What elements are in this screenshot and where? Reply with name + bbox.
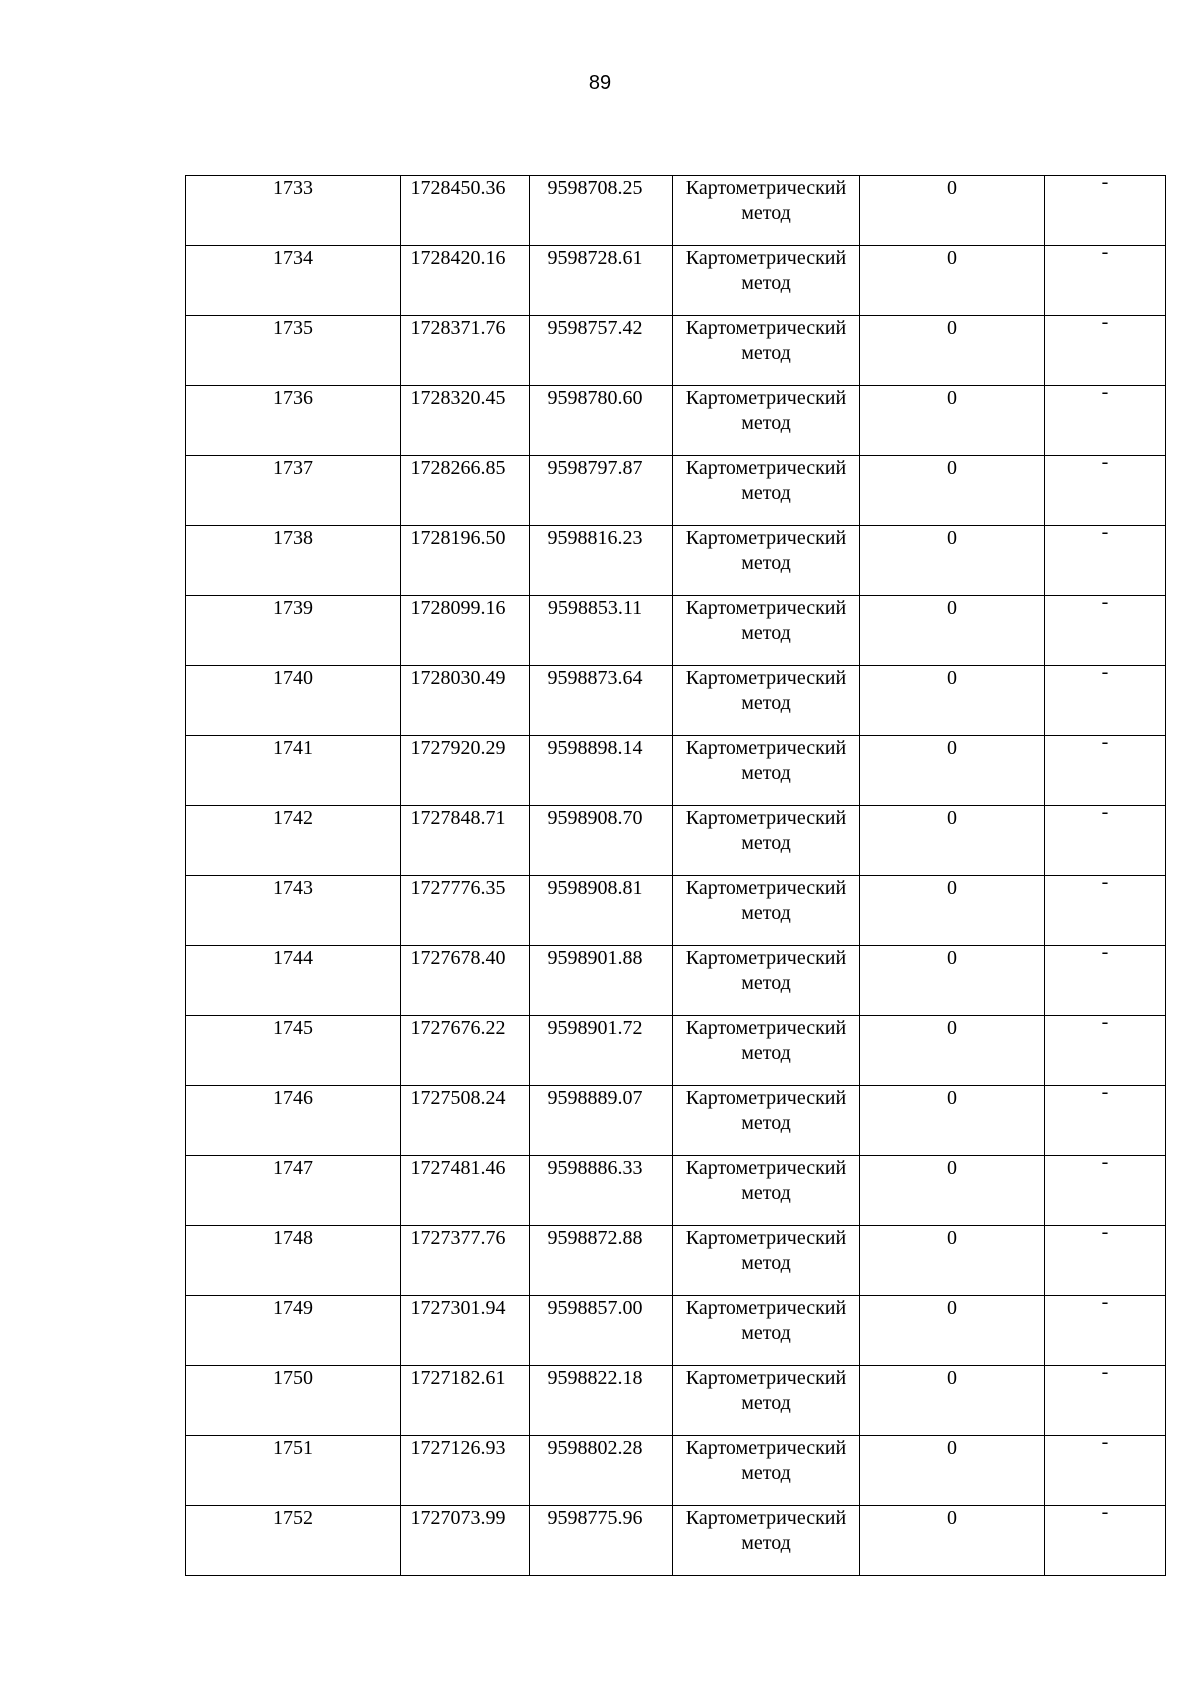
- x-coordinate-cell: [401, 176, 530, 246]
- x-text: 1727920.29: [410, 737, 506, 759]
- x-coordinate-cell: [401, 1156, 530, 1226]
- x-text: 1727848.71: [410, 807, 506, 829]
- y-text: 9598780.60: [547, 387, 643, 409]
- page-number: 89: [588, 72, 612, 94]
- d-text: -: [1101, 871, 1109, 893]
- table-row: [186, 596, 1166, 666]
- y-text: 9598908.70: [547, 807, 643, 829]
- accuracy-cell: [860, 1086, 1045, 1156]
- x-coordinate-cell: [401, 526, 530, 596]
- y-coordinate-cell: [530, 946, 673, 1016]
- method-line2-text: метод: [741, 202, 791, 224]
- method-line1-text: Картометрический: [685, 667, 847, 689]
- method-line2-text: метод: [741, 692, 791, 714]
- h-text: 0: [947, 737, 957, 759]
- description-cell: [1045, 941, 1166, 1016]
- table-row: [186, 1016, 1166, 1086]
- accuracy-cell: [860, 946, 1045, 1016]
- id-text: 1742: [273, 807, 313, 829]
- h-text: 0: [947, 457, 957, 479]
- method-line2-text: метод: [741, 972, 791, 994]
- y-coordinate-cell: [530, 1156, 673, 1226]
- x-coordinate-cell: [401, 1436, 530, 1506]
- id-text: 1746: [273, 1087, 313, 1109]
- point-number-cell: [186, 1226, 401, 1296]
- method-line2-text: метод: [741, 342, 791, 364]
- y-coordinate-cell: [530, 1226, 673, 1296]
- table-row: [186, 1366, 1166, 1436]
- accuracy-cell: [860, 596, 1045, 666]
- h-text: 0: [947, 1157, 957, 1179]
- id-text: 1741: [273, 737, 313, 759]
- description-cell: [1045, 1151, 1166, 1226]
- description-cell: [1045, 381, 1166, 456]
- description-cell: [1045, 871, 1166, 946]
- description-cell: [1045, 1501, 1166, 1576]
- description-cell: [1045, 241, 1166, 316]
- x-text: 1727377.76: [410, 1227, 506, 1249]
- x-text: 1727508.24: [410, 1087, 506, 1109]
- id-text: 1736: [273, 387, 313, 409]
- d-text: -: [1101, 1081, 1109, 1103]
- method-line2-text: метод: [741, 762, 791, 784]
- point-number-cell: [186, 1086, 401, 1156]
- point-number-cell: [186, 1506, 401, 1576]
- method-line1-text: Картометрический: [685, 1017, 847, 1039]
- table-body: [186, 171, 1166, 1576]
- id-text: 1745: [273, 1017, 313, 1039]
- y-coordinate-cell: [530, 736, 673, 806]
- table-row: [186, 386, 1166, 456]
- h-text: 0: [947, 1017, 957, 1039]
- accuracy-cell: [860, 246, 1045, 316]
- point-number-cell: [186, 666, 401, 736]
- method-cell: [673, 876, 860, 946]
- h-text: 0: [947, 1087, 957, 1109]
- accuracy-cell: [860, 736, 1045, 806]
- x-coordinate-cell: [401, 806, 530, 876]
- y-coordinate-cell: [530, 456, 673, 526]
- method-cell: [673, 1366, 860, 1436]
- description-cell: [1045, 591, 1166, 666]
- table-row: [186, 316, 1166, 386]
- method-line2-text: метод: [741, 1252, 791, 1274]
- method-line2-text: метод: [741, 1532, 791, 1554]
- h-text: 0: [947, 1297, 957, 1319]
- accuracy-cell: [860, 386, 1045, 456]
- method-line1-text: Картометрический: [685, 807, 847, 829]
- x-text: 1728099.16: [410, 597, 506, 619]
- x-coordinate-cell: [401, 1226, 530, 1296]
- x-text: 1727678.40: [410, 947, 506, 969]
- x-text: 1727481.46: [410, 1157, 506, 1179]
- method-line2-text: метод: [741, 1042, 791, 1064]
- method-cell: [673, 596, 860, 666]
- method-cell: [673, 526, 860, 596]
- accuracy-cell: [860, 1436, 1045, 1506]
- accuracy-cell: [860, 666, 1045, 736]
- method-cell: [673, 1156, 860, 1226]
- coordinates-table: [185, 171, 1166, 1576]
- y-text: 9598898.14: [547, 737, 643, 759]
- x-text: 1728266.85: [410, 457, 506, 479]
- h-text: 0: [947, 1367, 957, 1389]
- description-cell: [1045, 1431, 1166, 1506]
- y-coordinate-cell: [530, 1506, 673, 1576]
- point-number-cell: [186, 456, 401, 526]
- table-row: [186, 456, 1166, 526]
- x-text: 1727301.94: [410, 1297, 506, 1319]
- accuracy-cell: [860, 526, 1045, 596]
- d-text: -: [1101, 1501, 1109, 1523]
- y-coordinate-cell: [530, 1016, 673, 1086]
- table-row: [186, 1156, 1166, 1226]
- d-text: -: [1101, 661, 1109, 683]
- method-line2-text: метод: [741, 622, 791, 644]
- point-number-cell: [186, 1366, 401, 1436]
- x-coordinate-cell: [401, 1086, 530, 1156]
- x-coordinate-cell: [401, 456, 530, 526]
- h-text: 0: [947, 527, 957, 549]
- point-number-cell: [186, 1296, 401, 1366]
- y-coordinate-cell: [530, 666, 673, 736]
- id-text: 1743: [273, 877, 313, 899]
- y-coordinate-cell: [530, 386, 673, 456]
- point-number-cell: [186, 806, 401, 876]
- description-cell: [1045, 171, 1166, 246]
- y-text: 9598873.64: [547, 667, 643, 689]
- method-line2-text: метод: [741, 1112, 791, 1134]
- point-number-cell: [186, 946, 401, 1016]
- id-text: 1744: [273, 947, 313, 969]
- h-text: 0: [947, 667, 957, 689]
- point-number-cell: [186, 736, 401, 806]
- table-row: [186, 526, 1166, 596]
- method-line1-text: Картометрический: [685, 597, 847, 619]
- d-text: -: [1101, 171, 1109, 193]
- x-coordinate-cell: [401, 386, 530, 456]
- method-cell: [673, 176, 860, 246]
- d-text: -: [1101, 941, 1109, 963]
- method-cell: [673, 1296, 860, 1366]
- accuracy-cell: [860, 1156, 1045, 1226]
- y-coordinate-cell: [530, 806, 673, 876]
- method-cell: [673, 666, 860, 736]
- table-row: [186, 806, 1166, 876]
- method-line2-text: метод: [741, 1462, 791, 1484]
- h-text: 0: [947, 1437, 957, 1459]
- method-line2-text: метод: [741, 482, 791, 504]
- h-text: 0: [947, 387, 957, 409]
- description-cell: [1045, 1361, 1166, 1436]
- table-row: [186, 666, 1166, 736]
- y-coordinate-cell: [530, 316, 673, 386]
- method-cell: [673, 806, 860, 876]
- method-line1-text: Картометрический: [685, 947, 847, 969]
- point-number-cell: [186, 526, 401, 596]
- y-text: 9598889.07: [547, 1087, 643, 1109]
- h-text: 0: [947, 877, 957, 899]
- y-coordinate-cell: [530, 1436, 673, 1506]
- y-text: 9598802.28: [547, 1437, 643, 1459]
- method-line1-text: Картометрический: [685, 317, 847, 339]
- accuracy-cell: [860, 1226, 1045, 1296]
- x-text: 1728196.50: [410, 527, 506, 549]
- description-cell: [1045, 1081, 1166, 1156]
- method-line1-text: Картометрический: [685, 527, 847, 549]
- method-cell: [673, 386, 860, 456]
- d-text: -: [1101, 1151, 1109, 1173]
- point-number-cell: [186, 176, 401, 246]
- d-text: -: [1101, 311, 1109, 333]
- y-coordinate-cell: [530, 1296, 673, 1366]
- h-text: 0: [947, 247, 957, 269]
- table-row: [186, 176, 1166, 246]
- y-coordinate-cell: [530, 1366, 673, 1436]
- description-cell: [1045, 1291, 1166, 1366]
- accuracy-cell: [860, 876, 1045, 946]
- d-text: -: [1101, 241, 1109, 263]
- table-row: [186, 946, 1166, 1016]
- method-line2-text: метод: [741, 832, 791, 854]
- y-text: 9598816.23: [547, 527, 643, 549]
- table-row: [186, 876, 1166, 946]
- h-text: 0: [947, 177, 957, 199]
- h-text: 0: [947, 1227, 957, 1249]
- point-number-cell: [186, 246, 401, 316]
- y-text: 9598901.88: [547, 947, 643, 969]
- h-text: 0: [947, 947, 957, 969]
- x-text: 1728450.36: [410, 177, 506, 199]
- x-text: 1728320.45: [410, 387, 506, 409]
- d-text: -: [1101, 1011, 1109, 1033]
- method-line1-text: Картометрический: [685, 457, 847, 479]
- description-cell: [1045, 1221, 1166, 1296]
- description-cell: [1045, 1011, 1166, 1086]
- y-coordinate-cell: [530, 1086, 673, 1156]
- y-text: 9598728.61: [547, 247, 643, 269]
- point-number-cell: [186, 1156, 401, 1226]
- id-text: 1739: [273, 597, 313, 619]
- accuracy-cell: [860, 456, 1045, 526]
- y-text: 9598797.87: [547, 457, 643, 479]
- y-text: 9598853.11: [547, 597, 643, 619]
- method-line1-text: Картометрический: [685, 177, 847, 199]
- id-text: 1737: [273, 457, 313, 479]
- y-text: 9598872.88: [547, 1227, 643, 1249]
- method-cell: [673, 1016, 860, 1086]
- table-row: [186, 1506, 1166, 1576]
- x-text: 1727073.99: [410, 1507, 506, 1529]
- d-text: -: [1101, 1361, 1109, 1383]
- description-cell: [1045, 521, 1166, 596]
- x-text: 1727126.93: [410, 1437, 506, 1459]
- method-line2-text: метод: [741, 412, 791, 434]
- y-text: 9598901.72: [547, 1017, 643, 1039]
- x-coordinate-cell: [401, 876, 530, 946]
- method-line1-text: Картометрический: [685, 1507, 847, 1529]
- method-line1-text: Картометрический: [685, 247, 847, 269]
- point-number-cell: [186, 386, 401, 456]
- method-line1-text: Картометрический: [685, 387, 847, 409]
- y-text: 9598822.18: [547, 1367, 643, 1389]
- y-text: 9598757.42: [547, 317, 643, 339]
- x-text: 1727776.35: [410, 877, 506, 899]
- y-text: 9598886.33: [547, 1157, 643, 1179]
- description-cell: [1045, 451, 1166, 526]
- h-text: 0: [947, 597, 957, 619]
- method-line1-text: Картометрический: [685, 1297, 847, 1319]
- x-text: 1728030.49: [410, 667, 506, 689]
- d-text: -: [1101, 381, 1109, 403]
- id-text: 1749: [273, 1297, 313, 1319]
- h-text: 0: [947, 807, 957, 829]
- x-coordinate-cell: [401, 946, 530, 1016]
- method-cell: [673, 316, 860, 386]
- description-cell: [1045, 731, 1166, 806]
- x-coordinate-cell: [401, 736, 530, 806]
- y-text: 9598857.00: [547, 1297, 643, 1319]
- method-cell: [673, 246, 860, 316]
- method-line1-text: Картометрический: [685, 877, 847, 899]
- y-text: 9598908.81: [547, 877, 643, 899]
- h-text: 0: [947, 317, 957, 339]
- method-line1-text: Картометрический: [685, 1227, 847, 1249]
- y-coordinate-cell: [530, 526, 673, 596]
- method-line2-text: метод: [741, 552, 791, 574]
- x-coordinate-cell: [401, 1366, 530, 1436]
- method-cell: [673, 1226, 860, 1296]
- table-row: [186, 1296, 1166, 1366]
- accuracy-cell: [860, 1366, 1045, 1436]
- method-cell: [673, 456, 860, 526]
- method-line2-text: метод: [741, 902, 791, 924]
- method-cell: [673, 1436, 860, 1506]
- accuracy-cell: [860, 1016, 1045, 1086]
- y-text: 9598775.96: [547, 1507, 643, 1529]
- table-row: [186, 736, 1166, 806]
- method-cell: [673, 1086, 860, 1156]
- id-text: 1733: [273, 177, 313, 199]
- method-line1-text: Картометрический: [685, 1157, 847, 1179]
- method-cell: [673, 736, 860, 806]
- description-cell: [1045, 801, 1166, 876]
- x-text: 1727676.22: [410, 1017, 506, 1039]
- id-text: 1734: [273, 247, 313, 269]
- method-line2-text: метод: [741, 1322, 791, 1344]
- id-text: 1752: [273, 1507, 313, 1529]
- x-text: 1728371.76: [410, 317, 506, 339]
- x-coordinate-cell: [401, 596, 530, 666]
- method-cell: [673, 1506, 860, 1576]
- description-cell: [1045, 661, 1166, 736]
- method-line2-text: метод: [741, 1392, 791, 1414]
- point-number-cell: [186, 316, 401, 386]
- x-coordinate-cell: [401, 1296, 530, 1366]
- accuracy-cell: [860, 316, 1045, 386]
- id-text: 1751: [273, 1437, 313, 1459]
- y-coordinate-cell: [530, 176, 673, 246]
- id-text: 1738: [273, 527, 313, 549]
- accuracy-cell: [860, 176, 1045, 246]
- point-number-cell: [186, 1016, 401, 1086]
- y-coordinate-cell: [530, 876, 673, 946]
- d-text: -: [1101, 801, 1109, 823]
- accuracy-cell: [860, 1506, 1045, 1576]
- x-coordinate-cell: [401, 316, 530, 386]
- method-line1-text: Картометрический: [685, 1437, 847, 1459]
- accuracy-cell: [860, 1296, 1045, 1366]
- method-line1-text: Картометрический: [685, 1087, 847, 1109]
- h-text: 0: [947, 1507, 957, 1529]
- d-text: -: [1101, 1221, 1109, 1243]
- accuracy-cell: [860, 806, 1045, 876]
- d-text: -: [1101, 731, 1109, 753]
- id-text: 1740: [273, 667, 313, 689]
- id-text: 1747: [273, 1157, 313, 1179]
- id-text: 1750: [273, 1367, 313, 1389]
- id-text: 1748: [273, 1227, 313, 1249]
- x-text: 1727182.61: [410, 1367, 506, 1389]
- x-text: 1728420.16: [410, 247, 506, 269]
- method-line1-text: Картометрический: [685, 1367, 847, 1389]
- y-coordinate-cell: [530, 596, 673, 666]
- x-coordinate-cell: [401, 666, 530, 736]
- y-coordinate-cell: [530, 246, 673, 316]
- table-row: [186, 1226, 1166, 1296]
- point-number-cell: [186, 596, 401, 666]
- id-text: 1735: [273, 317, 313, 339]
- description-cell: [1045, 311, 1166, 386]
- table-row: [186, 246, 1166, 316]
- d-text: -: [1101, 1291, 1109, 1313]
- method-line2-text: метод: [741, 1182, 791, 1204]
- table-row: [186, 1086, 1166, 1156]
- x-coordinate-cell: [401, 246, 530, 316]
- method-cell: [673, 946, 860, 1016]
- x-coordinate-cell: [401, 1506, 530, 1576]
- x-coordinate-cell: [401, 1016, 530, 1086]
- point-number-cell: [186, 1436, 401, 1506]
- table-row: [186, 1436, 1166, 1506]
- d-text: -: [1101, 591, 1109, 613]
- point-number-cell: [186, 876, 401, 946]
- d-text: -: [1101, 521, 1109, 543]
- method-line2-text: метод: [741, 272, 791, 294]
- y-text: 9598708.25: [547, 177, 643, 199]
- d-text: -: [1101, 1431, 1109, 1453]
- d-text: -: [1101, 451, 1109, 473]
- method-line1-text: Картометрический: [685, 737, 847, 759]
